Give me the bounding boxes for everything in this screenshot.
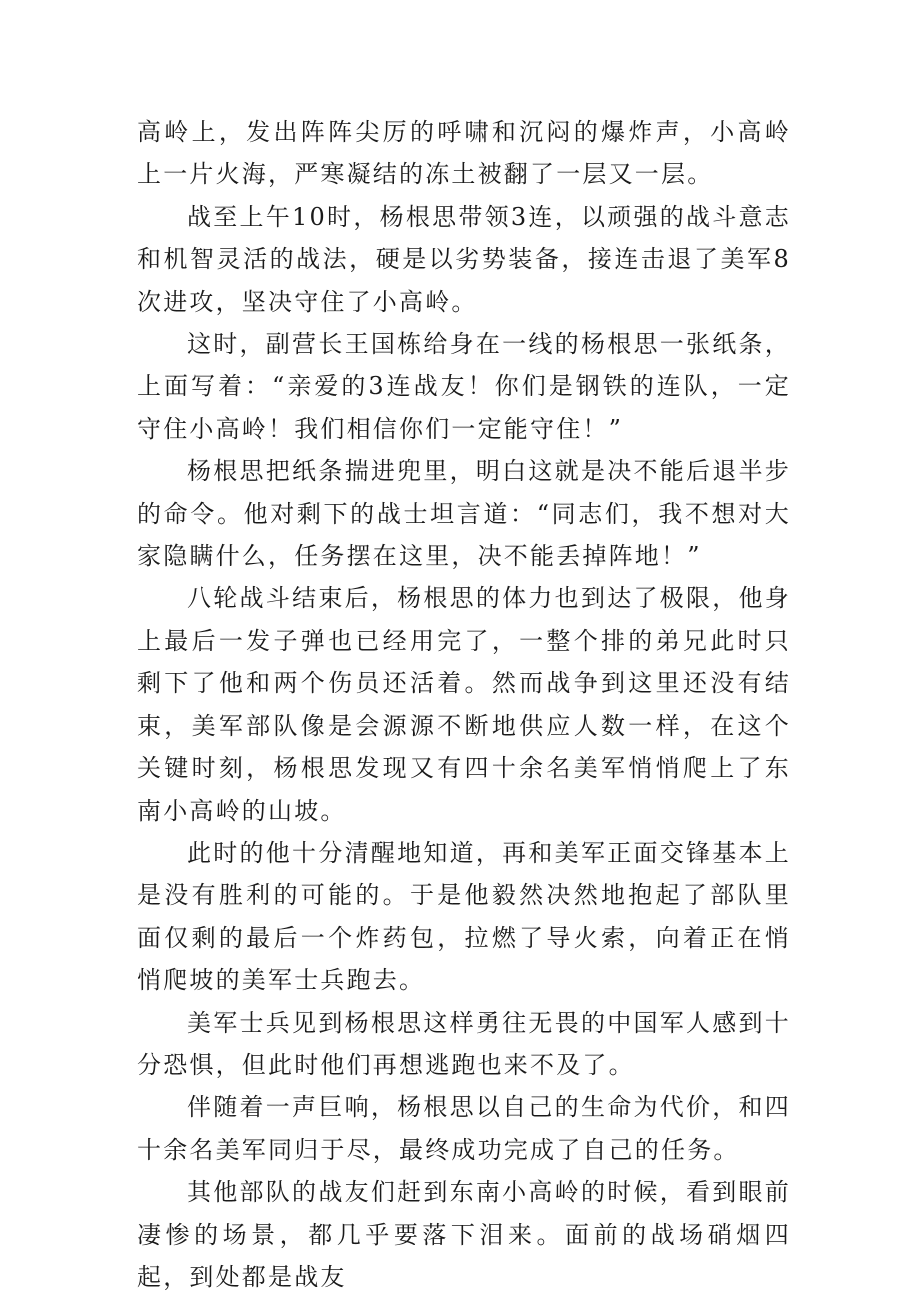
- paragraph: 战至上午10时，杨根思带领3连，以顽强的战斗意志和机智灵活的战法，硬是以劣势装备，接连击退了美军8次进攻，坚决守住了小高岭。: [137, 202, 791, 316]
- paragraph-continuation: 高岭上，发出阵阵尖厉的呼啸和沉闷的爆炸声，小高岭上一片火海，严寒凝结的冻土被翻了一层又一层。: [137, 118, 791, 189]
- paragraph: 美军士兵见到杨根思这样勇往无畏的中国军人感到十分恐惧，但此时他们再想逃跑也来不及了。: [137, 1008, 791, 1079]
- paragraph: 杨根思把纸条揣进兜里，明白这就是决不能后退半步的命令。他对剩下的战士坦言道：“同志们，我不想对大家隐瞒什么，任务摆在这里，决不能丢掉阵地！”: [137, 457, 791, 571]
- paragraph: 其他部队的战友们赶到东南小高岭的时候，看到眼前凄惨的场景，都几乎要落下泪来。面前的战场硝烟四起，到处都是战友: [137, 1178, 791, 1291]
- document-body: [137, 111, 791, 1298]
- paragraph: 此时的他十分清醒地知道，再和美军正面交锋基本上是没有胜利的可能的。于是他毅然决然地抱起了部队里面仅剩的最后一个炸药包，拉燃了导火索，向着正在悄悄爬坡的美军士兵跑去。: [137, 838, 791, 995]
- paragraph: 伴随着一声巨响，杨根思以自己的生命为代价，和四十余名美军同归于尽，最终成功完成了自己的任务。: [137, 1093, 791, 1164]
- paragraph: 八轮战斗结束后，杨根思的体力也到达了极限，他身上最后一发子弹也已经用完了，一整个排的弟兄此时只剩下了他和两个伤员还活着。然而战争到这里还没有结束，美军部队像是会源源不断地供应人数一样，在这个关键时刻，杨根思发现又有四十余名美军悄悄爬上了东南小高岭的山坡。: [137, 584, 791, 825]
- paragraph: 这时，副营长王国栋给身在一线的杨根思一张纸条，上面写着：“亲爱的3连战友！你们是钢铁的连队，一定守住小高岭！我们相信你们一定能守住！”: [137, 330, 791, 443]
